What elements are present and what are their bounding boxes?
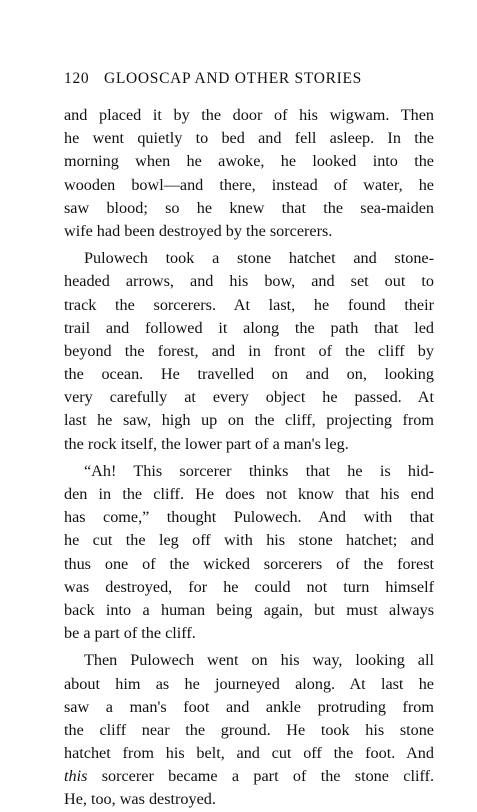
- text-line: the rock itself, the lower part of a man's leg.: [64, 434, 349, 453]
- text-line: wife had been destroyed by the sorcerers.: [64, 221, 333, 240]
- text-line: “Ah! This sorcerer thinks that he is hid-: [84, 461, 434, 480]
- text-line: track the sorcerers. At last, he found their: [64, 295, 434, 314]
- text-line: last he saw, high up on the cliff, projecting from: [64, 411, 434, 430]
- text-line: Pulowech took a stone hatchet and stone-: [84, 249, 434, 268]
- text-line: very carefully at every object he passed. At: [64, 388, 434, 407]
- body-text: [64, 104, 434, 812]
- text-line: He, too, was destroyed.: [64, 790, 216, 809]
- text-line: has come,” thought Pulowech. And with that: [64, 508, 434, 527]
- text-line: saw blood; so he knew that the sea-maiden: [64, 198, 434, 217]
- paragraph-4: [64, 649, 434, 811]
- page-number: 120: [64, 70, 90, 87]
- text-line: and placed it by the door of his wigwam. Then: [64, 106, 434, 124]
- text-line-rest: sorcerer became a part of the stone cliff.: [101, 767, 434, 786]
- text-line: the ocean. He travelled on and on, looking: [64, 365, 434, 384]
- text-line: thus one of the wicked sorcerers of the forest: [64, 554, 434, 573]
- text-line: Then Pulowech went on his way, looking all: [84, 651, 434, 670]
- text-line: morning when he awoke, he looked into the: [64, 152, 434, 171]
- text-line: was destroyed, for he could not turn himself: [64, 577, 434, 596]
- text-line: he went quietly to bed and fell asleep. In the: [64, 129, 434, 148]
- text-line: den in the cliff. He does not know that his end: [64, 485, 434, 503]
- text-line: hatchet from his belt, and cut off the foot. And: [64, 744, 434, 763]
- running-head: [64, 70, 362, 88]
- text-line: saw a man's foot and ankle protruding from: [64, 697, 434, 716]
- italic-word: this: [64, 767, 88, 786]
- text-line: the cliff near the ground. He took his stone: [64, 720, 434, 739]
- paragraph-2: [64, 247, 434, 456]
- text-line: he cut the leg off with his stone hatchet; and: [64, 531, 434, 550]
- text-line: about him as he journeyed along. At last he: [64, 674, 434, 693]
- text-line: headed arrows, and his bow, and set out to: [64, 272, 434, 291]
- text-line-with-italic: [64, 765, 434, 788]
- text-line: back into a human being again, but must always: [64, 600, 434, 619]
- text-line: beyond the forest, and in front of the cliff by: [64, 341, 434, 360]
- running-title: GLOOSCAP AND OTHER STORIES: [103, 70, 362, 87]
- text-line: wooden bowl—and there, instead of water, he: [64, 175, 434, 194]
- text-line: be a part of the cliff.: [64, 624, 196, 643]
- paragraph-1: [64, 104, 434, 243]
- paragraph-3: [64, 460, 434, 646]
- text-line: trail and followed it along the path that led: [64, 318, 434, 337]
